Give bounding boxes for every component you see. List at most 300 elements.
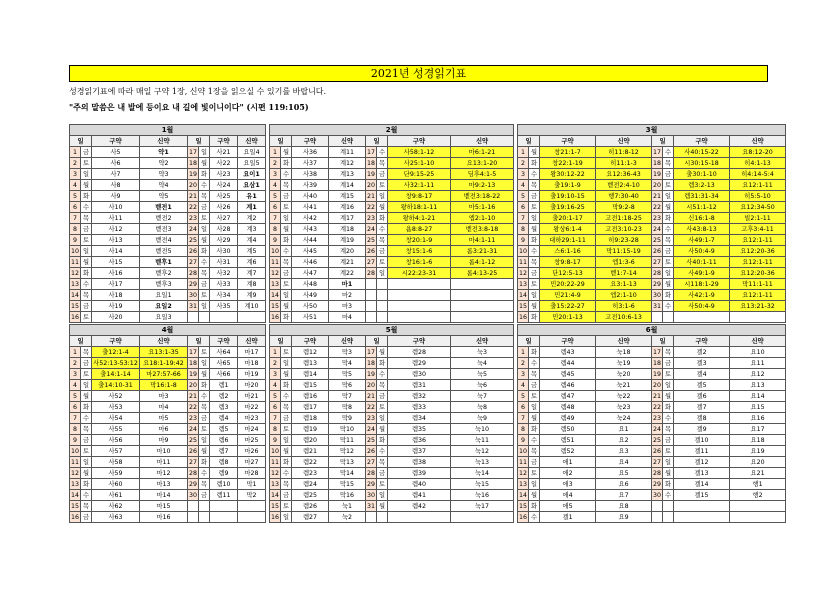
day-number: 26 xyxy=(367,447,376,455)
day-number: 20 xyxy=(367,181,376,189)
nt-reading: 마4:1-11 xyxy=(451,235,514,246)
nt-reading: 막2 xyxy=(238,490,266,501)
day-number: 13 xyxy=(519,480,528,488)
month-header: 5월 xyxy=(270,325,514,336)
ot-reading: 출15:22-27 xyxy=(540,301,596,312)
weekday: 일 xyxy=(81,246,92,257)
month-header: 2월 xyxy=(270,125,514,136)
day-number: 30 xyxy=(188,291,197,299)
day-number: 5 xyxy=(270,191,281,202)
nt-reading: 요12:20-36 xyxy=(730,268,786,279)
ot-reading: 사40 xyxy=(292,191,329,202)
nt-reading: 막11 xyxy=(329,435,366,446)
ot-reading: 렘50 xyxy=(540,424,596,435)
nt-reading: 요18 xyxy=(730,435,786,446)
ot-reading: 사54 xyxy=(92,413,140,424)
day-number: 13 xyxy=(271,480,280,488)
day-number: 28 xyxy=(188,269,197,277)
nt-reading: 계22 xyxy=(329,268,366,279)
day-number: 25 xyxy=(188,236,197,244)
nt-reading: 눅12 xyxy=(451,446,514,457)
ot-reading: 렘30 xyxy=(388,369,451,380)
ot-reading: 사56 xyxy=(92,435,140,446)
weekday: 일 xyxy=(199,358,210,369)
ot-reading: 사13 xyxy=(92,235,140,246)
nt-reading: 요21 xyxy=(730,468,786,479)
day-number: 7 xyxy=(270,413,281,424)
weekday: 수 xyxy=(377,224,388,235)
weekday: 수 xyxy=(377,369,388,380)
ot-reading: 렘11 xyxy=(210,490,238,501)
ot-reading: 겔10 xyxy=(674,435,730,446)
weekday: 일 xyxy=(281,512,292,523)
day-number: 18 xyxy=(653,359,662,367)
nt-reading: 계17 xyxy=(329,213,366,224)
reading-table-apr-jun: 4월 5월 6월 일 구약 신약 일 구약 신약 일 구약 신약 일 구약 신약 일 구약 신약 일 구약 신약 1 목 출12:1-4 요13:1-35 17 토 사64 마17 1 토 렘12 막3 17 월 렘28 눅3 1 화 렘43 눅18 17 목 겔2 요10 2 금 사52:13-53:12 요18:1-19:42 18 일 사65 마18 2 일 렘13 막4 18 화 렘29 눅4 2 수 렘44 눅19 18 금 겔3 요11 3 토 출14:1-14 마27:57-66 19 월 사66 마19 3 월 렘14 막5 19 수 렘30 눅5 3 목 렘45 눅20 19 토 겔4 요12 4 일 출14:10-31 막16:1-8 20 화 렘1 마20 4 화 렘15 막6 20 목 렘31 눅6 4 금 렘46 눅21 20 일 겔5 요13 5 월 사52 마3 21 수 렘2 마21 5 수 렘16 막7 21 금 렘32 눅7 5 토 렘47 눅22 21 월 겔6 요14 6 화 사53 마4 22 목 렘3 마22 6 목 렘17 막8 22 토 렘33 눅8 6 일 렘48 눅23 22 화 겔7 요15 7 수 사54 마5 23 금 렘4 마23 7 금 렘18 막9 23 일 렘34 눅9 7 월 렘49 눅24 23 수 겔8 요16 8 목 사55 마6 24 토 렘5 마24 8 토 렘19 막10 24 월 렘35 눅10 8 화 렘50 요1 24 목 겔9 요17 9 금 사56 마9 25 일 렘6 마25 9 일 렘20 막11 25 화 렘36 눅11 9 수 렘51 요2 25 금 겔10 요18 10 토 사57 마10 26 월 렘7 마26 10 월 렘21 막12 26 수 렘37 눅12 10 목 렘52 요3 26 토 겔11 요19 11 일 사58 마11 27 화 렘8 마27 11 화 렘22 막13 27 목 렘38 눅13 11 금 애1 요4 27 일 겔12 요20 12 월 사59 마12 28 수 렘9 마28 12 수 렘23 막14 28 금 렘39 눅14 12 토 애2 요5 28 월 겔13 요21 13 화 사60 마13 29 목 렘10 막1 13 목 렘24 막15 29 토 렘40 눅15 13 일 애3 요6 29 화 겔14 행1 14 수 사61 마14 30 금 렘11 막2 14 금 렘25 막16 30 일 렘41 눅16 14 월 애4 요7 30 수 겔15 행2 15 목 사62 마15 15 토 렘26 눅1 31 월 렘42 눅17 15 화 애5 요8 16 금 사63 마16 16 일 렘27 눅2 16 수 겔1 요9 xyxy=(69,324,786,523)
weekday: 일 xyxy=(81,380,92,391)
ot-reading: 왕하4:1-21 xyxy=(388,213,451,224)
ot-reading: 사25:1-10 xyxy=(388,158,451,169)
weekday: 토 xyxy=(281,202,292,213)
day-number: 8 xyxy=(518,424,529,435)
nt-reading: 눅19 xyxy=(596,358,652,369)
ot-reading: 출14:1-14 xyxy=(92,369,140,380)
weekday: 수 xyxy=(377,147,388,158)
ot-reading: 시22:23-31 xyxy=(388,268,451,279)
weekday: 일 xyxy=(529,479,540,490)
nt-reading: 요19 xyxy=(730,446,786,457)
ot-reading: 렘3 xyxy=(210,402,238,413)
ot-reading: 출14:10-31 xyxy=(92,380,140,391)
weekday: 금 xyxy=(199,413,210,424)
table-row xyxy=(70,257,786,268)
ot-reading: 사58 xyxy=(92,457,140,468)
nt-reading: 계7 xyxy=(238,268,266,279)
nt-reading: 요7 xyxy=(596,490,652,501)
weekday: 토 xyxy=(281,347,292,358)
nt-reading: 눅18 xyxy=(596,347,652,358)
weekday: 일 xyxy=(281,290,292,301)
day-number: 22 xyxy=(653,203,662,211)
table-row xyxy=(70,402,786,413)
day-number: 11 xyxy=(271,258,280,266)
ot-reading: 렘35 xyxy=(388,424,451,435)
ot-reading: 렘6 xyxy=(210,435,238,446)
weekday: 월 xyxy=(663,468,674,479)
day-number: 27 xyxy=(188,458,197,466)
weekday: 수 xyxy=(81,413,92,424)
ot-reading: 출20:1-17 xyxy=(540,213,596,224)
weekday: 일 xyxy=(281,213,292,224)
nt-reading: 행7:30-40 xyxy=(596,191,652,202)
ot-reading: 창9:8-17 xyxy=(540,257,596,268)
nt-reading: 마22 xyxy=(238,402,266,413)
nt-reading: 요11 xyxy=(730,358,786,369)
weekday: 화 xyxy=(281,457,292,468)
nt-reading: 마16 xyxy=(140,512,188,523)
ot-reading: 사32:1-11 xyxy=(388,180,451,191)
ot-reading: 렘46 xyxy=(540,380,596,391)
nt-reading: 마12 xyxy=(140,468,188,479)
month-header: 3월 xyxy=(518,125,786,136)
day-number: 2 xyxy=(70,358,81,369)
nt-reading: 요13:1-20 xyxy=(451,158,514,169)
ot-reading: 겔8 xyxy=(674,413,730,424)
ot-reading: 창16:1-6 xyxy=(388,257,451,268)
weekday: 월 xyxy=(529,413,540,424)
ot-reading: 렘51 xyxy=(540,435,596,446)
nt-reading: 마3 xyxy=(140,391,188,402)
nt-reading: 벧전3:8-18 xyxy=(451,224,514,235)
nt-reading: 막12 xyxy=(329,446,366,457)
weekday: 일 xyxy=(199,147,210,158)
day-number: 18 xyxy=(367,359,376,367)
nt-reading: 요일4 xyxy=(238,147,266,158)
ot-reading: 대하29:1-11 xyxy=(540,235,596,246)
weekday: 수 xyxy=(199,180,210,191)
day-number: 28 xyxy=(653,269,662,277)
ot-reading: 사65 xyxy=(210,358,238,369)
day-number: 2 xyxy=(70,158,81,169)
ot-reading: 시51:1-12 xyxy=(674,202,730,213)
ot-reading: 신16:1-8 xyxy=(674,213,730,224)
ot-reading: 사20 xyxy=(92,312,140,323)
day-number: 30 xyxy=(188,491,197,499)
day-number: 1 xyxy=(70,147,81,158)
ot-reading: 겔2 xyxy=(674,347,730,358)
nt-reading: 행1 xyxy=(730,479,786,490)
nt-reading: 눅11 xyxy=(451,435,514,446)
ot-reading: 렘47 xyxy=(540,391,596,402)
day-number: 30 xyxy=(653,291,662,299)
ot-reading: 사22 xyxy=(210,158,238,169)
day-number: 4 xyxy=(70,180,81,191)
weekday: 금 xyxy=(281,191,292,202)
ot-reading: 렘13 xyxy=(292,358,329,369)
nt-reading: 막11:1-11 xyxy=(730,279,786,290)
ot-reading: 사30 xyxy=(210,246,238,257)
weekday: 수 xyxy=(529,246,540,257)
table-row xyxy=(70,468,786,479)
ot-reading: 렘18 xyxy=(292,413,329,424)
day-number: 31 xyxy=(653,302,662,310)
day-number: 26 xyxy=(653,447,662,455)
day-number: 26 xyxy=(653,247,662,255)
ot-reading: 출30:1-10 xyxy=(674,169,730,180)
nt-reading: 요3:1-13 xyxy=(596,279,652,290)
nt-reading: 계6 xyxy=(238,257,266,268)
weekday: 화 xyxy=(529,312,540,323)
weekday: 화 xyxy=(199,380,210,391)
day-number: 15 xyxy=(70,502,79,510)
weekday: 금 xyxy=(529,268,540,279)
ot-reading: 시30:15-18 xyxy=(674,158,730,169)
day-number: 21 xyxy=(653,192,662,200)
nt-reading: 벧후2 xyxy=(140,268,188,279)
nt-reading: 계1 xyxy=(238,202,266,213)
weekday: 금 xyxy=(81,435,92,446)
day-number: 11 xyxy=(271,458,280,466)
weekday: 월 xyxy=(81,468,92,479)
weekday: 금 xyxy=(281,413,292,424)
day-number: 6 xyxy=(70,402,81,413)
day-number: 5 xyxy=(70,391,81,402)
day-number: 7 xyxy=(70,213,81,224)
weekday: 목 xyxy=(81,290,92,301)
ot-reading: 사66 xyxy=(210,369,238,380)
day-number: 25 xyxy=(367,436,376,444)
day-number: 28 xyxy=(367,469,376,477)
weekday: 화 xyxy=(377,358,388,369)
weekday: 목 xyxy=(281,180,292,191)
table-row xyxy=(70,147,786,158)
nt-reading: 고전3:10-23 xyxy=(596,224,652,235)
day-number: 21 xyxy=(367,192,376,200)
nt-reading: 벧후1 xyxy=(140,257,188,268)
weekday: 토 xyxy=(281,424,292,435)
ot-reading: 단9:15-25 xyxy=(388,169,451,180)
ot-reading: 창15:1-6 xyxy=(388,246,451,257)
day-number: 16 xyxy=(271,313,280,321)
weekday: 화 xyxy=(281,158,292,169)
table-row xyxy=(70,413,786,424)
weekday: 화 xyxy=(377,435,388,446)
nt-reading: 눅9 xyxy=(451,413,514,424)
nt-reading: 마15 xyxy=(140,501,188,512)
table-row xyxy=(70,347,786,358)
weekday: 월 xyxy=(281,224,292,235)
weekday: 화 xyxy=(663,290,674,301)
day-number: 10 xyxy=(70,247,79,255)
nt-reading: 마4 xyxy=(140,402,188,413)
ot-reading: 사43:8-13 xyxy=(674,224,730,235)
nt-reading: 요14 xyxy=(730,391,786,402)
nt-reading: 계16 xyxy=(329,202,366,213)
day-number: 27 xyxy=(367,258,376,266)
ot-reading: 사45 xyxy=(292,246,329,257)
nt-reading: 눅23 xyxy=(596,402,652,413)
ot-reading: 사53 xyxy=(92,402,140,413)
weekday: 화 xyxy=(81,268,92,279)
day-number: 5 xyxy=(518,391,529,402)
nt-reading: 눅2 xyxy=(329,512,366,523)
table-row xyxy=(70,369,786,380)
day-number: 21 xyxy=(367,392,376,400)
nt-reading: 요12:20-36 xyxy=(730,246,786,257)
ot-reading: 사37 xyxy=(292,158,329,169)
ot-reading: 겔13 xyxy=(674,468,730,479)
day-number: 15 xyxy=(271,302,280,310)
nt-reading: 히4:14-5:4 xyxy=(730,169,786,180)
nt-reading: 히4:1-13 xyxy=(730,158,786,169)
day-number: 22 xyxy=(188,403,197,411)
ot-reading: 렘26 xyxy=(292,501,329,512)
weekday: 목 xyxy=(281,479,292,490)
nt-reading: 요2 xyxy=(596,435,652,446)
ot-reading: 사17 xyxy=(92,279,140,290)
nt-reading: 요3 xyxy=(596,446,652,457)
weekday: 일 xyxy=(529,402,540,413)
ot-reading: 렘34 xyxy=(388,413,451,424)
day-number: 14 xyxy=(519,491,528,499)
weekday: 토 xyxy=(529,468,540,479)
table-row xyxy=(70,358,786,369)
day-number: 17 xyxy=(188,148,197,156)
ot-reading: 렘9 xyxy=(210,468,238,479)
day-number: 11 xyxy=(519,458,528,466)
weekday: 화 xyxy=(663,402,674,413)
ot-reading: 렘43 xyxy=(540,347,596,358)
weekday: 월 xyxy=(377,424,388,435)
nt-reading: 요이1 xyxy=(238,169,266,180)
nt-reading: 마17 xyxy=(238,347,266,358)
ot-reading: 겔1 xyxy=(540,512,596,523)
weekday: 금 xyxy=(377,169,388,180)
nt-reading: 히11:1-3 xyxy=(596,158,652,169)
nt-reading: 고전10:6-13 xyxy=(596,312,652,323)
nt-reading: 마6 xyxy=(140,424,188,435)
nt-reading: 마3 xyxy=(329,301,366,312)
nt-reading: 마5:1-16 xyxy=(451,202,514,213)
day-number: 15 xyxy=(271,502,280,510)
weekday: 수 xyxy=(199,468,210,479)
day-number: 24 xyxy=(188,225,197,233)
nt-reading: 벧전5 xyxy=(140,246,188,257)
ot-reading: 렘28 xyxy=(388,347,451,358)
nt-reading: 눅15 xyxy=(451,479,514,490)
day-number: 14 xyxy=(519,291,528,299)
weekday: 일 xyxy=(663,380,674,391)
nt-reading: 요일2 xyxy=(140,301,188,312)
weekday: 수 xyxy=(377,446,388,457)
weekday: 수 xyxy=(529,435,540,446)
nt-reading: 엡1:3-6 xyxy=(596,257,652,268)
table-row xyxy=(70,391,786,402)
day-number: 15 xyxy=(70,302,79,310)
day-number: 10 xyxy=(519,247,528,255)
ot-reading: 렘31:31-34 xyxy=(674,191,730,202)
weekday: 일 xyxy=(81,169,92,180)
nt-reading: 요13 xyxy=(730,380,786,391)
weekday: 금 xyxy=(377,468,388,479)
day-number: 20 xyxy=(653,181,662,189)
nt-reading: 마4 xyxy=(329,312,366,323)
day-number: 22 xyxy=(653,403,662,411)
nt-reading: 막13 xyxy=(329,457,366,468)
nt-reading: 눅3 xyxy=(451,347,514,358)
nt-reading: 고후3:4-11 xyxy=(730,224,786,235)
day-number: 8 xyxy=(270,424,281,435)
ot-reading: 사14 xyxy=(92,246,140,257)
nt-reading: 요9 xyxy=(596,512,652,523)
day-number: 12 xyxy=(271,469,280,477)
weekday: 일 xyxy=(199,435,210,446)
nt-reading: 눅7 xyxy=(451,391,514,402)
nt-reading: 눅20 xyxy=(596,369,652,380)
weekday: 금 xyxy=(81,358,92,369)
day-number: 29 xyxy=(653,480,662,488)
day-number: 19 xyxy=(188,370,197,378)
day-number: 4 xyxy=(518,180,529,191)
weekday: 월 xyxy=(199,158,210,169)
nt-reading: 계3 xyxy=(238,224,266,235)
day-number: 3 xyxy=(70,169,81,180)
table-row xyxy=(70,312,786,323)
day-number: 13 xyxy=(70,280,79,288)
day-number: 26 xyxy=(367,247,376,255)
ot-reading: 시118:1-29 xyxy=(674,279,730,290)
nt-reading: 요15 xyxy=(730,402,786,413)
weekday: 목 xyxy=(529,180,540,191)
nt-reading: 요12:1-11 xyxy=(730,180,786,191)
weekday: 목 xyxy=(199,479,210,490)
weekday: 토 xyxy=(529,279,540,290)
day-number: 2 xyxy=(270,158,281,169)
nt-reading: 마9 xyxy=(140,435,188,446)
ot-reading: 사26 xyxy=(210,202,238,213)
weekday: 목 xyxy=(81,501,92,512)
weekday: 토 xyxy=(199,213,210,224)
ot-reading: 겔5 xyxy=(674,380,730,391)
ot-reading: 렘37 xyxy=(388,446,451,457)
ot-reading: 렘31 xyxy=(388,380,451,391)
ot-reading: 창20:1-9 xyxy=(388,235,451,246)
day-number: 3 xyxy=(270,169,281,180)
nt-reading: 눅8 xyxy=(451,402,514,413)
nt-reading: 벧전2:4-10 xyxy=(596,180,652,191)
weekday: 화 xyxy=(663,479,674,490)
ot-reading: 렘20 xyxy=(292,435,329,446)
ot-reading: 출19:1-9 xyxy=(540,180,596,191)
day-number: 1 xyxy=(518,347,529,358)
day-number: 3 xyxy=(518,369,529,380)
nt-reading: 막15 xyxy=(329,479,366,490)
day-number: 18 xyxy=(653,159,662,167)
day-number: 1 xyxy=(70,347,81,358)
day-number: 20 xyxy=(653,381,662,389)
weekday: 토 xyxy=(81,235,92,246)
nt-reading: 눅6 xyxy=(451,380,514,391)
nt-reading: 막1 xyxy=(238,479,266,490)
day-number: 28 xyxy=(653,469,662,477)
day-number: 6 xyxy=(270,402,281,413)
ot-reading: 욥8:8-27 xyxy=(388,224,451,235)
weekday: 금 xyxy=(281,490,292,501)
nt-reading: 계12 xyxy=(329,158,366,169)
ot-reading: 단12:5-13 xyxy=(540,268,596,279)
weekday: 화 xyxy=(81,402,92,413)
nt-reading: 눅24 xyxy=(596,413,652,424)
weekday: 월 xyxy=(529,147,540,158)
ot-reading: 사48 xyxy=(292,279,329,290)
day-number: 23 xyxy=(367,214,376,222)
nt-reading: 마24 xyxy=(238,424,266,435)
weekday: 금 xyxy=(663,246,674,257)
ot-reading: 사21 xyxy=(210,147,238,158)
ot-reading: 민21:4-9 xyxy=(540,290,596,301)
day-number: 23 xyxy=(367,414,376,422)
day-number: 18 xyxy=(188,159,197,167)
day-number: 13 xyxy=(519,280,528,288)
ot-reading: 스6:1-16 xyxy=(540,246,596,257)
ot-reading: 렘22 xyxy=(292,457,329,468)
table-row xyxy=(70,457,786,468)
ot-reading: 사40:15-22 xyxy=(674,147,730,158)
weekday: 화 xyxy=(81,191,92,202)
weekday: 목 xyxy=(199,191,210,202)
nt-reading: 계8 xyxy=(238,279,266,290)
day-number: 4 xyxy=(518,380,529,391)
